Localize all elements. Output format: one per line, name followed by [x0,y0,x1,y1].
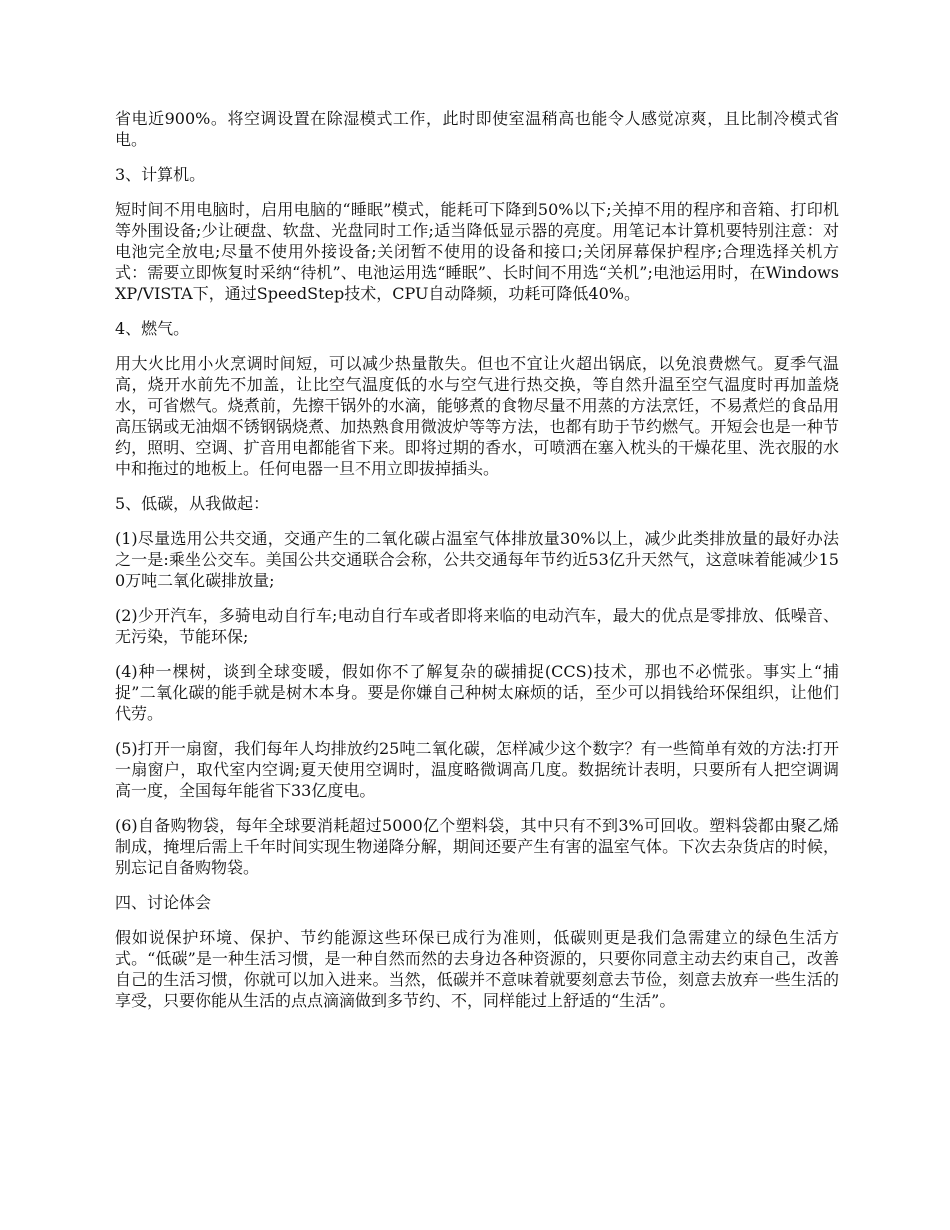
paragraph-item-1: (1)尽量选用公共交通，交通产生的二氧化碳占温室气体排放量30%以上，减少此类排放量的最好办法之一是:乘坐公交车。美国公共交通联合会称，公共交通每年节约近53亿升天然气，这意味着能减少150万吨二氧化碳排放量; [115,529,839,590]
paragraph-item-6: (6)自备购物袋，每年全球要消耗超过5000亿个塑料袋，其中只有不到3%可回收。塑料袋都由聚乙烯制成，掩埋后需上千年时间实现生物递降分解，期间还要产生有害的温室气体。下次去杂货店的时候，别忘记自备购物袋。 [115,816,839,877]
heading-discussion: 四、讨论体会 [115,893,212,912]
heading-gas: 4、燃气。 [115,319,190,338]
paragraph-item-5: (5)打开一扇窗，我们每年人均排放约25吨二氧化碳，怎样减少这个数字？有一些简单有效的方法:打开一扇窗户，取代室内空调;夏天使用空调时，温度略微调高几度。数据统计表明，只要所有人把空调调高一度，全国每年能省下33亿度电。 [115,739,839,800]
paragraph-gas: 用大火比用小火烹调时间短，可以减少热量散失。但也不宜让火超出锅底，以免浪费燃气。夏季气温高，烧开水前先不加盖，让比空气温度低的水与空气进行热交换，等自然升温至空气温度时再加盖烧水，可省燃气。烧煮前，先擦干锅外的水滴，能够煮的食物尽量不用蒸的方法烹饪，不易煮烂的食品用高压锅或无油烟不锈钢锅烧煮、加热熟食用微波炉等等方法，也都有助于节约燃气。开短会也是一种节约，照明、空调、扩音用电都能省下来。即将过期的香水，可喷洒在塞入枕头的干燥花里、洗衣服的水中和拖过的地板上。任何电器一旦不用立即拔掉插头。 [115,354,839,478]
document-page [115,108,839,1025]
heading-low-carbon: 5、低碳，从我做起： [115,494,270,513]
paragraph-discussion: 假如说保护环境、保护、节约能源这些环保已成行为准则，低碳则更是我们急需建立的绿色生活方式。“低碳”是一种生活习惯，是一种自然而然的去身边各种资源的，只要你同意主动去约束自己，改善自己的生活习惯，你就可以加入进来。当然，低碳并不意味着就要刻意去节俭，刻意去放弃一些生活的享受，只要你能从生活的点点滴滴做到多节约、不，同样能过上舒适的“生活”。 [115,928,839,1010]
heading-computer: 3、计算机。 [115,165,206,184]
paragraph-intro-aircon: 省电近900%。将空调设置在除湿模式工作，此时即使室温稍高也能令人感觉凉爽，且比制冷模式省电。 [115,109,839,149]
paragraph-item-2: (2)少开汽车，多骑电动自行车;电动自行车或者即将来临的电动汽车，最大的优点是零排放、低噪音、无污染，节能环保; [115,606,839,646]
paragraph-item-4: (4)种一棵树，谈到全球变暖，假如你不了解复杂的碳捕捉(CCS)技术，那也不必慌张。事实上“捕捉”二氧化碳的能手就是树木本身。要是你嫌自己种树太麻烦的话，至少可以捐钱给环保组织，让他们代劳。 [115,662,839,723]
paragraph-computer: 短时间不用电脑时，启用电脑的“睡眠”模式，能耗可下降到50%以下;关掉不用的程序和音箱、打印机等外围设备;少让硬盘、软盘、光盘同时工作;适当降低显示器的亮度。用笔记本计算机要特别注意：对电池完全放电;尽量不使用外接设备;关闭暂不使用的设备和接口;关闭屏幕保护程序;合理选择关机方式：需要立即恢复时采纳“待机”、电池运用选“睡眠”、长时间不用选“关机”;电池运用时，在WindowsXP/VISTA下，通过SpeedStep技术，CPU自动降频，功耗可降低40%。 [115,200,839,303]
